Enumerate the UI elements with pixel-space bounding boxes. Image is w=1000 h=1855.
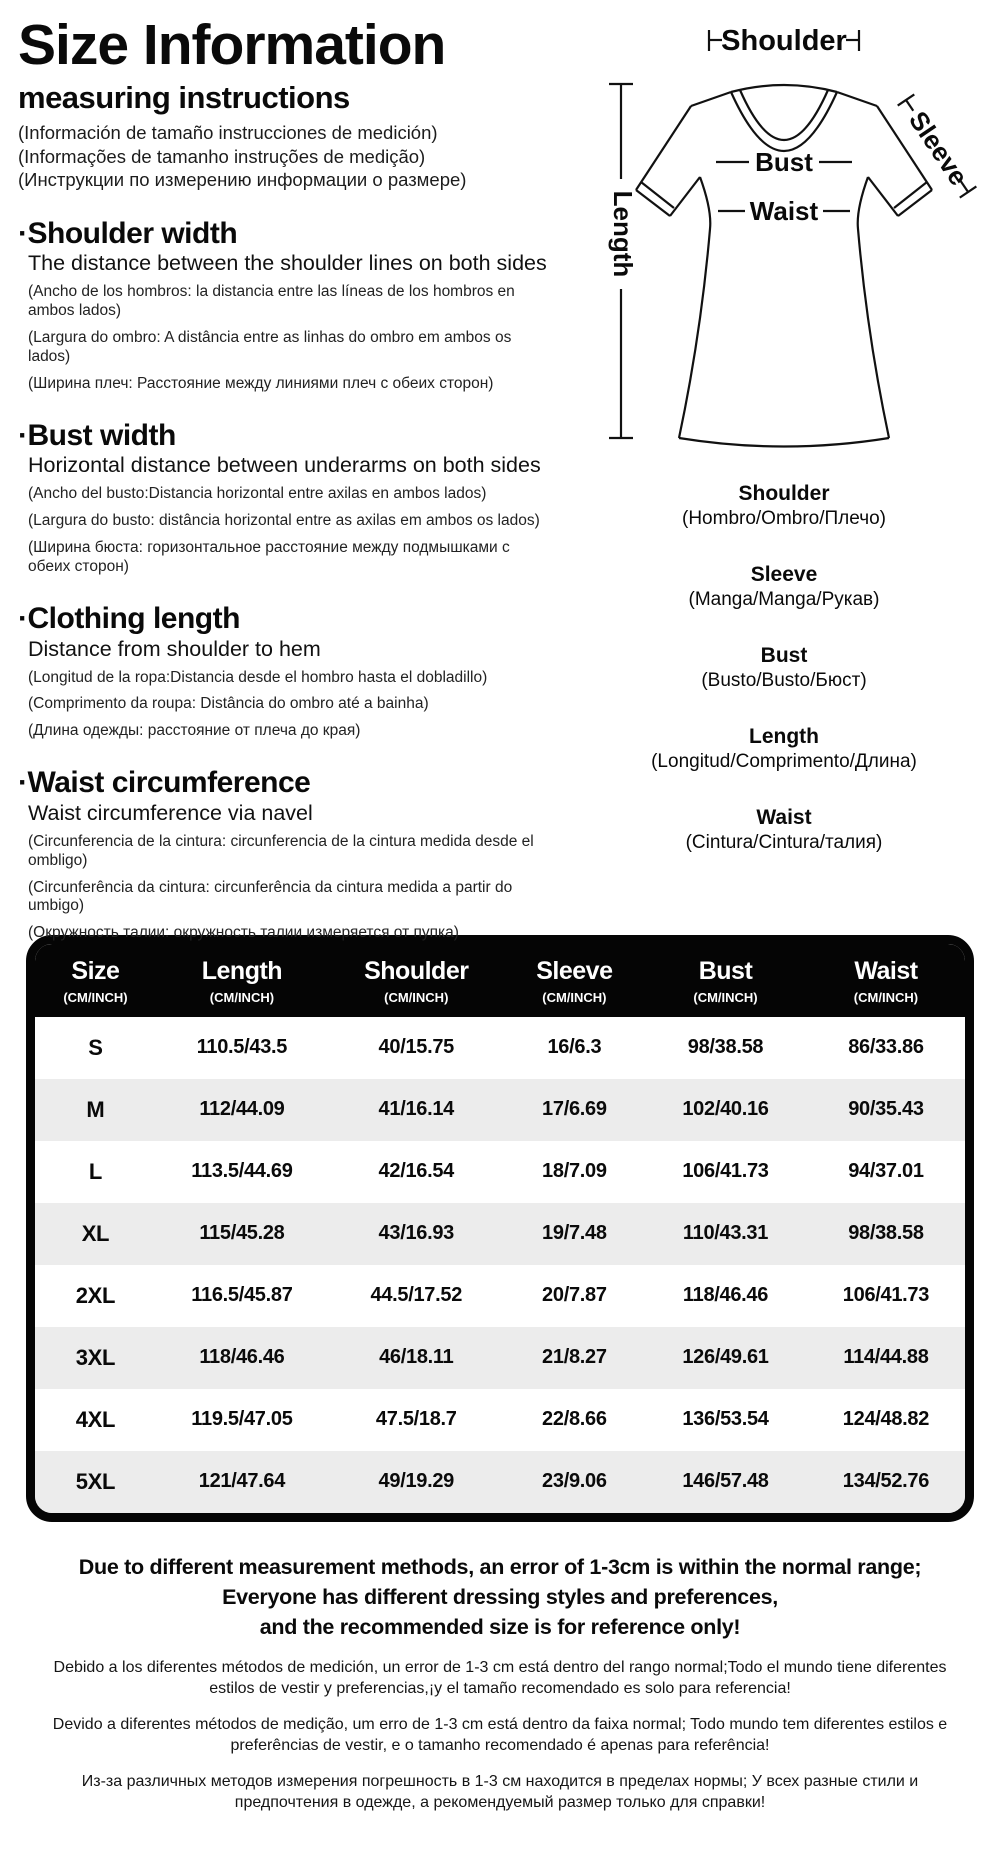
title-translation-es: (Información de tamaño instrucciones de medición) — [18, 121, 438, 143]
table-row — [35, 1079, 965, 1141]
unit-label: (CM/INCH) — [853, 989, 919, 1005]
column-label: Length — [201, 957, 283, 985]
column-header-bust — [644, 944, 807, 1017]
section-translation-pt: (Circunferência da cintura: circunferência da cintura medida a partir do umbigo) — [28, 878, 513, 915]
measurement-cell: 42/16.54 — [378, 1160, 454, 1182]
column-header-waist — [807, 944, 965, 1017]
section-waist-circumference — [18, 767, 570, 943]
title-translation-pt: (Informações de tamanho instruções de medição) — [18, 145, 426, 167]
size-cell: 3XL — [75, 1344, 116, 1370]
measurement-cell: 114/44.88 — [843, 1346, 929, 1368]
measurement-cell: 134/52.76 — [842, 1470, 930, 1492]
section-heading: ·Waist circumference — [18, 766, 311, 800]
size-cell: XL — [81, 1220, 110, 1246]
measurement-cell: 110/43.31 — [682, 1222, 769, 1244]
footer — [0, 1552, 1000, 1814]
sleeve-label: Sleeve — [903, 105, 975, 191]
column-label: Bust — [698, 957, 753, 985]
section-translation-ru: (Ширина бюста: горизонтальное расстояние между подмышками с обеих сторон) — [28, 539, 510, 576]
section-description: The distance between the shoulder lines on both sides — [28, 251, 547, 276]
measurement-cell: 115/45.28 — [199, 1222, 285, 1244]
unit-label: (CM/INCH) — [542, 989, 607, 1005]
measurement-cell: 94/37.01 — [848, 1160, 924, 1182]
size-cell: 2XL — [75, 1282, 116, 1308]
dress-outline — [636, 85, 932, 447]
measurement-cell: 118/46.46 — [199, 1346, 285, 1368]
sleeve-dimension-label — [894, 92, 981, 201]
size-cell: 5XL — [75, 1468, 116, 1494]
size-table-header — [35, 944, 965, 1017]
column-label: Size — [71, 957, 120, 985]
measurement-cell: 49/19.29 — [378, 1470, 454, 1492]
measurement-cell: 21/8.27 — [542, 1346, 607, 1368]
length-dimension-label — [608, 84, 638, 438]
table-row — [35, 1203, 965, 1265]
table-row — [35, 1265, 965, 1327]
section-heading: ·Bust width — [18, 418, 176, 452]
length-label: Length — [608, 190, 639, 278]
measurement-cell: 124/48.82 — [842, 1408, 930, 1430]
legend-term: Sleeve — [750, 563, 818, 586]
table-row — [35, 1451, 965, 1513]
diagram-legend — [572, 482, 996, 854]
section-translation-es: (Ancho de los hombros: la distancia entre las líneas de los hombros en ambos lados) — [28, 283, 515, 320]
dress-measurement-diagram — [579, 14, 989, 466]
bust-label: Bust — [755, 147, 813, 177]
measurement-cell: 47.5/18.7 — [375, 1408, 457, 1430]
size-table-container — [26, 935, 974, 1522]
table-row — [35, 1327, 965, 1389]
column-label: Waist — [854, 957, 918, 985]
section-description: Distance from shoulder to hem — [28, 636, 321, 661]
footer-translation-pt: Devido a diferentes métodos de medição, um erro de 1-3 cm está dentro da faixa normal; Todo mundo tem diferentes estilos e preferências de vestir, e o tamanho recomendado é apenas para referência! — [52, 1716, 948, 1755]
footer-notice-line: Due to different measurement methods, an error of 1-3cm is within the normal range; — [78, 1554, 922, 1579]
legend-item-waist — [572, 806, 996, 854]
size-cell: L — [88, 1158, 103, 1184]
table-row — [35, 1389, 965, 1451]
measurement-cell: 146/57.48 — [682, 1470, 769, 1492]
measurement-cell: 106/41.73 — [682, 1160, 769, 1182]
legend-item-sleeve — [572, 563, 996, 611]
section-translation-es: (Ancho del busto:Distancia horizontal entre axilas en ambos lados) — [28, 485, 487, 503]
footer-translation-es: Debido a los diferentes métodos de medición, un error de 1-3 cm está dentro del rango normal;Todo el mundo tiene diferentes estilos de vestir y preferencias,¡y el tamaño recomendado es solo para referencia! — [53, 1658, 947, 1697]
bust-dimension-label — [716, 147, 852, 177]
measurement-cell: 118/46.46 — [682, 1284, 769, 1306]
measurement-cell: 136/53.54 — [682, 1408, 769, 1430]
legend-term: Waist — [756, 806, 812, 829]
waist-label: Waist — [749, 196, 819, 226]
measurement-cell: 126/49.61 — [682, 1346, 769, 1368]
measurement-cell: 17/6.69 — [542, 1098, 607, 1120]
column-label: Shoulder — [364, 957, 469, 985]
measurement-cell: 90/35.43 — [848, 1098, 924, 1120]
diagram-column — [572, 14, 996, 887]
legend-translation: (Manga/Manga/Рукав) — [688, 589, 880, 610]
unit-label: (CM/INCH) — [209, 989, 275, 1005]
column-header-shoulder — [328, 944, 505, 1017]
measurement-cell: 86/33.86 — [848, 1036, 924, 1058]
column-label: Sleeve — [536, 957, 613, 985]
footer-translation-ru: Из-за различных методов измерения погрешность в 1-3 см находится в пределах нормы; У всех разные стили и предпочтения в одежде, а рекомендуемый размер только для справки! — [81, 1773, 919, 1812]
measurement-cell: 119.5/47.05 — [191, 1408, 293, 1430]
section-translation-es: (Longitud de la ropa:Distancia desde el hombro hasta el dobladillo) — [28, 668, 488, 686]
legend-item-shoulder — [572, 482, 996, 530]
unit-label: (CM/INCH) — [63, 989, 128, 1005]
shoulder-label: Shoulder — [721, 25, 847, 57]
measurement-cell: 98/38.58 — [848, 1222, 924, 1244]
page-subtitle: measuring instructions — [18, 79, 350, 115]
page-title: Size Information — [18, 13, 446, 77]
section-translation-ru: (Длина одежды: расстояние от плеча до края) — [28, 722, 361, 740]
measurement-cell: 16/6.3 — [547, 1036, 602, 1058]
measurement-cell: 44.5/17.52 — [370, 1284, 463, 1306]
size-cell: 4XL — [75, 1406, 116, 1432]
measurement-cell: 43/16.93 — [378, 1222, 454, 1244]
legend-translation: (Busto/Busto/Бюст) — [701, 670, 867, 691]
measurement-cell: 22/8.66 — [542, 1408, 607, 1430]
legend-term: Bust — [760, 644, 808, 667]
legend-term: Shoulder — [738, 482, 830, 505]
measurement-cell: 23/9.06 — [542, 1470, 607, 1492]
measurement-cell: 18/7.09 — [542, 1160, 607, 1182]
measurement-cell: 106/41.73 — [842, 1284, 930, 1306]
instructions-column — [18, 13, 570, 951]
measurement-cell: 19/7.48 — [542, 1222, 607, 1244]
measurement-cell: 121/47.64 — [198, 1470, 286, 1492]
column-header-size — [35, 944, 156, 1017]
size-table — [35, 944, 965, 1513]
column-header-sleeve — [505, 944, 645, 1017]
unit-label: (CM/INCH) — [384, 989, 449, 1005]
measurement-cell: 102/40.16 — [682, 1098, 769, 1120]
section-clothing-length — [18, 603, 570, 741]
shoulder-dimension-label — [709, 25, 859, 57]
section-translation-pt: (Largura do busto: distância horizontal entre as axilas em ambos os lados) — [28, 512, 540, 530]
table-row — [35, 1141, 965, 1203]
section-translation-pt: (Comprimento da roupa: Distância do ombro até a bainha) — [28, 695, 429, 713]
title-translation-ru: (Инструкции по измерению информации о размере) — [18, 169, 467, 191]
legend-translation: (Hombro/Ombro/Плечо) — [682, 508, 886, 529]
size-cell: S — [88, 1034, 103, 1060]
measurement-cell: 46/18.11 — [379, 1346, 454, 1368]
size-table-body — [35, 1017, 965, 1513]
measurement-cell: 41/16.14 — [378, 1098, 454, 1120]
measurement-cell: 40/15.75 — [378, 1036, 454, 1058]
table-row — [35, 1017, 965, 1079]
legend-item-bust — [572, 644, 996, 692]
section-translation-pt: (Largura do ombro: A distância entre as linhas do ombro em ambos os lados) — [28, 329, 512, 366]
legend-translation: (Cintura/Cintura/талия) — [685, 832, 883, 853]
size-cell: M — [86, 1096, 105, 1122]
section-description: Waist circumference via navel — [28, 800, 313, 825]
section-shoulder-width — [18, 218, 570, 394]
section-translation-es: (Circunferencia de la cintura: circunferencia de la cintura medida desde el ombligo) — [28, 832, 534, 869]
column-header-length — [156, 944, 328, 1017]
section-translation-ru: (Окружность талии: окружность талии измеряется от пупка) — [28, 924, 459, 942]
section-description: Horizontal distance between underarms on both sides — [28, 453, 541, 478]
legend-item-length — [572, 725, 996, 773]
legend-translation: (Longitud/Comprimento/Длина) — [651, 751, 917, 772]
section-bust-width — [18, 420, 570, 577]
measurement-cell: 112/44.09 — [199, 1098, 285, 1120]
measurement-cell: 98/38.58 — [687, 1036, 764, 1058]
unit-label: (CM/INCH) — [693, 989, 758, 1005]
measurement-cell: 20/7.87 — [542, 1284, 607, 1306]
legend-term: Length — [749, 725, 819, 748]
footer-notice-line: Everyone has different dressing styles and preferences, — [222, 1584, 778, 1609]
section-translation-ru: (Ширина плеч: Расстояние между линиями плеч с обеих сторон) — [28, 374, 494, 392]
waist-dimension-label — [718, 196, 850, 226]
section-heading: ·Shoulder width — [18, 216, 238, 250]
measurement-cell: 110.5/43.5 — [196, 1036, 288, 1058]
measurement-cell: 116.5/45.87 — [191, 1284, 293, 1306]
section-heading: ·Clothing length — [18, 602, 240, 636]
measurement-cell: 113.5/44.69 — [191, 1160, 293, 1182]
footer-notice-line: and the recommended size is for reference only! — [259, 1614, 741, 1639]
